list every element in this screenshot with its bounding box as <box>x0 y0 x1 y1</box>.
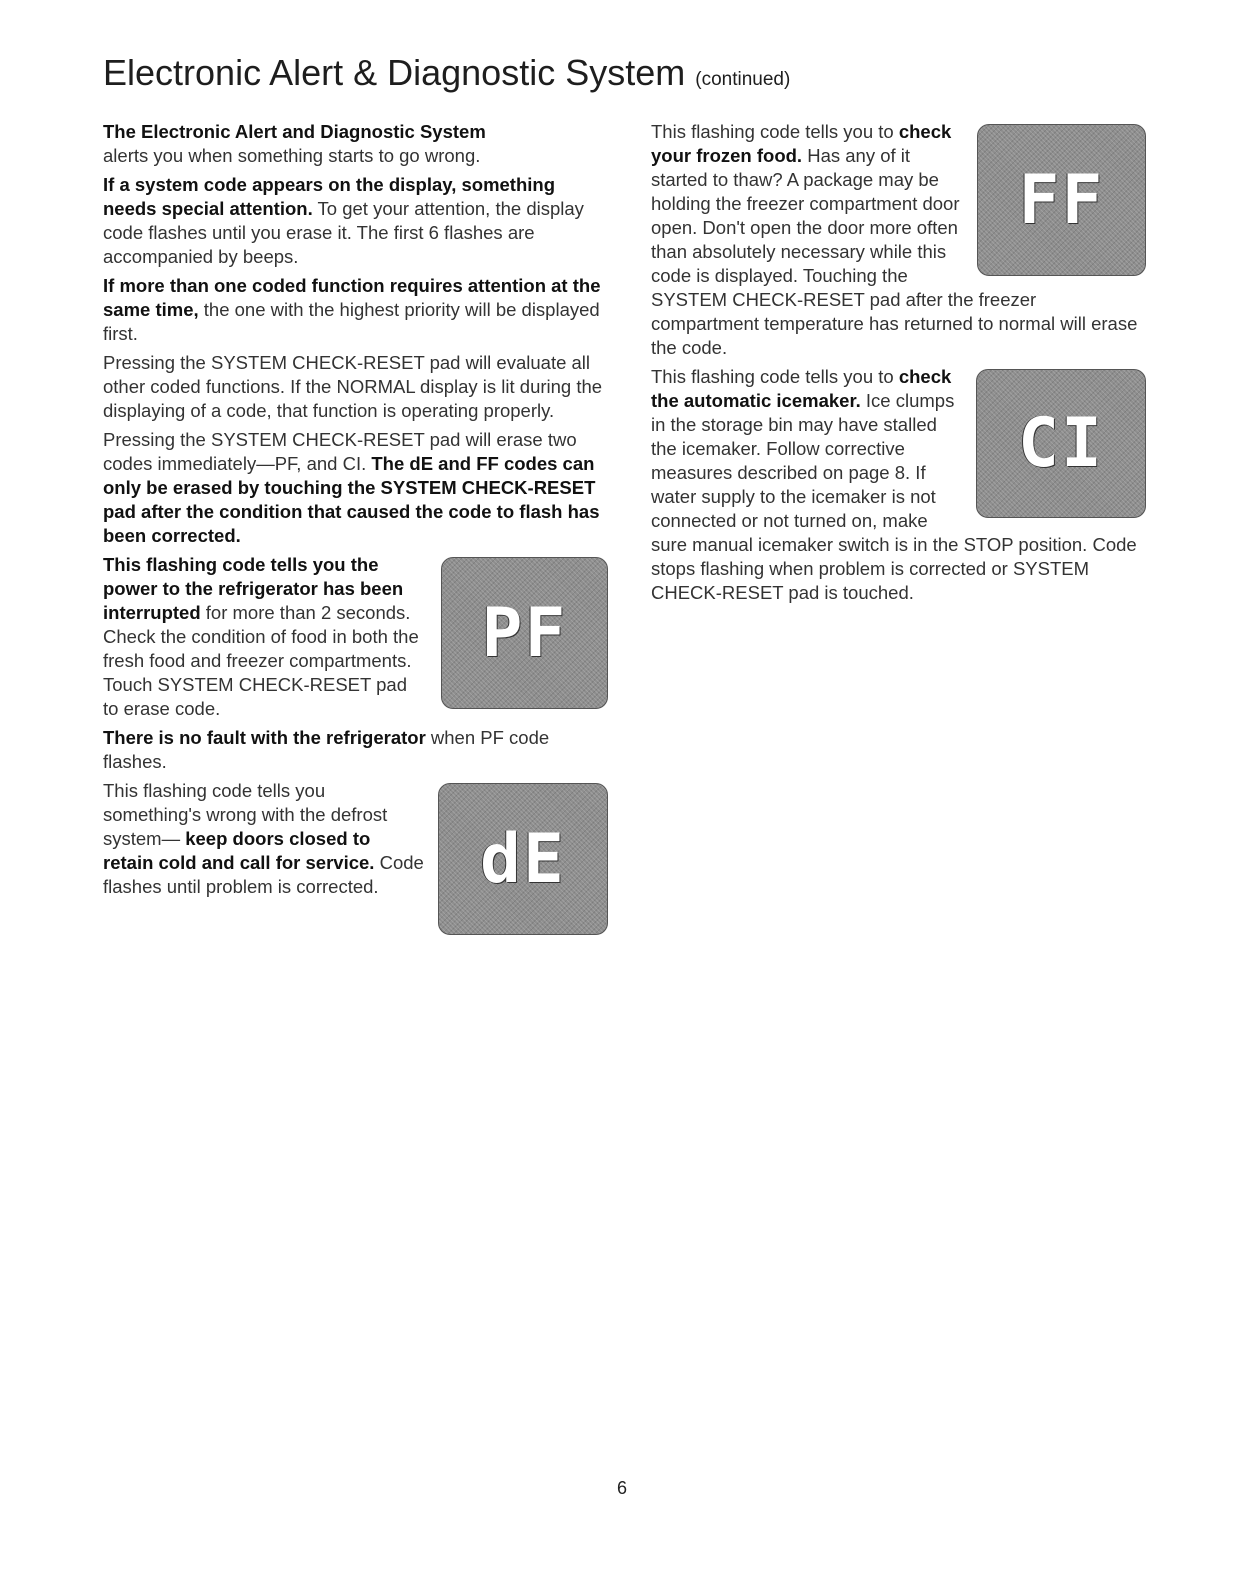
title-main: Electronic Alert & Diagnostic System <box>103 52 686 93</box>
de-code: dE <box>480 819 566 899</box>
priority-paragraph <box>103 274 608 346</box>
page-title <box>103 52 790 94</box>
intro-paragraph <box>103 120 608 168</box>
ff-bold-text: check your frozen food. <box>651 121 952 166</box>
system-code-text: To get your attention, the display code flashes until you erase it. The first 6 flashes are accompanied by beeps. <box>103 198 584 267</box>
evaluate-paragraph: Pressing the SYSTEM CHECK-RESET pad will evaluate all other coded functions. If the NORMAL display is lit during the displaying of a code, that function is operating properly. <box>103 352 603 421</box>
ci-bold-text: check the automatic icemaker. <box>651 366 952 411</box>
ci-text-1: This flashing code tells you to <box>651 366 899 387</box>
priority-heading: If more than one coded function requires attention at the same time, <box>103 275 601 320</box>
pf-section <box>103 553 608 726</box>
intro-heading: The Electronic Alert and Diagnostic System <box>103 121 486 142</box>
title-suffix: (continued) <box>695 69 791 90</box>
erase-text: Pressing the SYSTEM CHECK-RESET pad will erase two codes immediately—PF, and CI. <box>103 429 577 474</box>
pf-display-image <box>441 557 608 709</box>
ff-text-1: This flashing code tells you to <box>651 121 899 142</box>
de-section <box>103 779 608 939</box>
ff-text-2: Has any of it started to thaw? A package may be holding the freezer compartment door open. Don't open the door more often than absolutely necessary while this code is displayed. Touching the SYSTEM CHECK-RESET pad after the freezer compartment temperature has returned to normal will erase the code. <box>651 145 1138 358</box>
pf-code: PF <box>481 593 568 673</box>
ci-text-2: Ice clumps in the storage bin may have stalled the icemaker. Follow corrective measures described on page 8. If water supply to the icemaker is not connected or not turned on, make sure manual icemaker switch is in the STOP position. Code stops flashing when problem is corrected or SYSTEM CHECK-RESET pad is touched. <box>651 390 1137 603</box>
ci-section <box>651 365 1146 610</box>
page-number: 6 <box>616 1478 627 1498</box>
left-column <box>103 120 608 939</box>
priority-text: the one with the highest priority will be displayed first. <box>103 299 600 344</box>
de-display-image <box>438 783 608 935</box>
system-code-heading: If a system code appears on the display, something needs special attention. <box>103 174 556 219</box>
ff-section <box>651 120 1146 365</box>
intro-text: alerts you when something starts to go wrong. <box>103 145 481 166</box>
ci-display-image <box>976 369 1146 518</box>
de-text-1: This flashing code tells you something's wrong with the defrost system— <box>103 780 388 849</box>
system-code-paragraph <box>103 173 608 269</box>
erase-paragraph <box>103 428 608 548</box>
no-fault-heading: There is no fault with the refrigerator <box>103 727 426 748</box>
no-fault-paragraph <box>103 726 608 774</box>
pf-text: for more than 2 seconds. Check the condition of food in both the fresh food and freezer compartments. Touch SYSTEM CHECK-RESET pad to erase code. <box>103 602 419 719</box>
right-column <box>651 120 1146 610</box>
de-bold-text: keep doors closed to retain cold and call for service. <box>103 828 375 873</box>
erase-bold-text: The dE and FF codes can only be erased by touching the SYSTEM CHECK-RESET pad after the condition that caused the code to flash has been corrected. <box>103 453 600 546</box>
ff-display-image <box>977 124 1146 276</box>
pf-heading: This flashing code tells you the power to the refrigerator has been interrupted <box>103 554 404 623</box>
ci-code: CI <box>1018 404 1104 483</box>
no-fault-text: when PF code flashes. <box>103 727 550 772</box>
de-text-2: Code flashes until problem is corrected. <box>103 852 424 897</box>
ff-code: FF <box>1018 160 1105 240</box>
